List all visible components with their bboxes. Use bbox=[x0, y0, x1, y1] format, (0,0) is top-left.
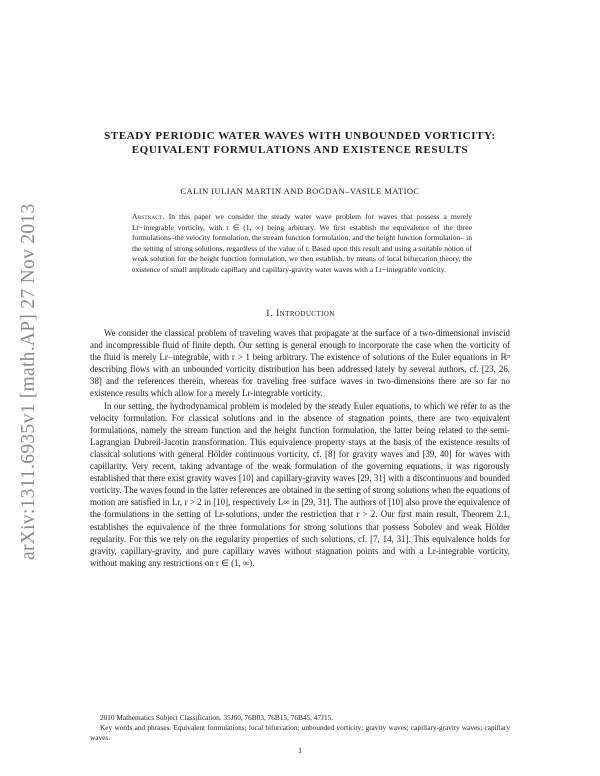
footnote-keywords: Key words and phrases. Equivalent formulations; local bifurcation; unbounded vorticity; gravity waves; capillary-gravity waves; capillary waves. bbox=[90, 723, 510, 742]
abstract-text: In this paper we consider the steady water wave problem for waves that possess a merely Lr−integrable vorticity, with r ∈ (1, ∞) being arbitrary. We first establish the equivalence of the three formulations–the velocity formulation, the stream function formulation, and the height function formulation– in the setting of strong solutions, regardless of the value of r. Based upon this result and using a suitable notion of weak solution for the height function formulation, we then establish, by means of local bifurcation theory, the existence of small amplitude capillary and capillary-gravity water waves with a Lr−integrable vorticity. bbox=[132, 212, 472, 274]
paper-authors: CALIN IULIAN MARTIN AND BOGDAN–VASILE MATIOC bbox=[180, 186, 420, 196]
body-text bbox=[90, 327, 510, 569]
abstract bbox=[132, 212, 472, 276]
footnotes bbox=[90, 713, 510, 743]
footnote-msc: 2010 Mathematics Subject Classification. 35J60, 76B03, 76B15, 76B45, 47J15. bbox=[100, 713, 334, 722]
paragraph: In our setting, the hydrodynamical problem is modeled by the steady Euler equations, to which we refer to as the velocity formulation. For classical solutions and in the absence of stagnation points, there are two equivalent formulations, namely the stream function and the height function formulation, the latter being related to the semi-Lagrangian Dubreil-Jacotin transformation. This equivalence property stays at the basis of the existence results of classical solutions with general Hölder continuous vorticity, cf. [8] for gravity waves and [39, 40] for waves with capillarity. Very recent, taking advantage of the weak formulation of the governing equations, it was rigorously established that there exist gravity waves [10] and capillary-gravity waves [29, 31] with a discontinuous and bounded vorticity. The waves found in the latter references are obtained in the setting of strong solutions when the equations of motion are satisfied in Lr, r > 2 in [10], respectively L∞ in [29, 31]. The authors of [10] also prove the equivalence of the formulations in the setting of Lr-solutions, under the restriction that r > 2. Our first main result, Theorem 2.1, establishes the equivalence of the three formulations for strong solutions that possess Sobolev and weak Hölder regularity. For this we rely on the regularity properties of such solutions, cf. [7, 14, 31]. This equivalence holds for gravity, capillary-gravity, and pure capillary waves without stagnation points and with a Lr-integrable vorticity, without making any restrictions on r ∈ (1, ∞). bbox=[90, 400, 510, 568]
page-number: 1 bbox=[298, 746, 302, 755]
arxiv-stamp-text[interactable]: arXiv:1311.6935v1 [math.AP] 27 Nov 2013 bbox=[18, 203, 39, 560]
paragraph: We consider the classical problem of traveling waves that propagate at the surface of a two-dimensional inviscid and incompressible fluid of finite depth. Our setting is general enough to incorporate the case when the vorticity of the fluid is merely Lr−integrable, with r > 1 being arbitrary. The existence of solutions of the Euler equations in ℝⁿ describing flows with an unbounded vorticity distribution has been addressed lately by several authors, cf. [23, 26, 38] and the references therein, whereas for traveling free surface waves in two-dimensions there are so far no existence results which allow for a merely Lr-integrable vorticity. bbox=[90, 328, 510, 399]
section-heading-introduction: 1. Introduction bbox=[265, 308, 335, 319]
paper-title: STEADY PERIODIC WATER WAVES WITH UNBOUNDED VORTICITY: EQUIVALENT FORMULATIONS AND EXISTENCE RESULTS bbox=[104, 130, 496, 156]
abstract-label: Abstract. bbox=[132, 212, 165, 221]
